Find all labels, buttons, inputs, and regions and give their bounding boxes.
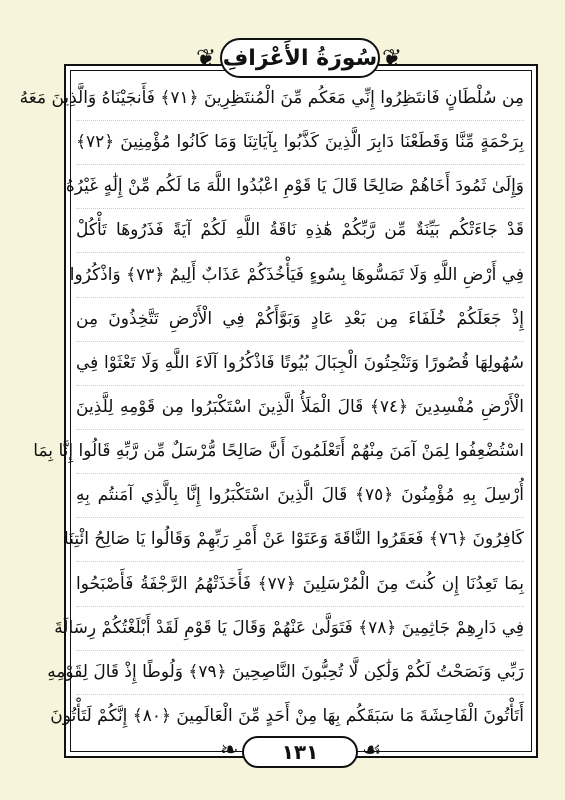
surah-title: سُورَةُ الأَعْرَافِ xyxy=(222,45,378,71)
mushaf-page xyxy=(18,14,547,786)
verse-line: بِرَحْمَةٍ مِّنَّا وَقَطَعْنَا دَابِرَ الَّذِينَ كَذَّبُوا بِآيَاتِنَا وَمَا كَانُوا مُؤْمِنِينَ ﴿٧٢﴾ xyxy=(76,122,524,165)
page-number-cartouche xyxy=(242,736,358,768)
ornament-right-icon: ❦ xyxy=(382,44,403,72)
verse-line: فِي دَارِهِمْ جَاثِمِينَ ﴿٧٨﴾ فَتَوَلَّىٰ عَنْهُمْ وَقَالَ يَا قَوْمِ لَقَدْ أَبْلَغْتُكُمْ رِسَالَةَ xyxy=(76,608,524,651)
verse-text-block xyxy=(19,78,524,738)
ornament-left-icon: ❦ xyxy=(196,44,217,72)
verse-line: إِذْ جَعَلَكُمْ خُلَفَاءَ مِن بَعْدِ عَادٍ وَبَوَّأَكُمْ فِي الْأَرْضِ تَتَّخِذُونَ مِن xyxy=(76,299,524,342)
verse-line: الْأَرْضِ مُفْسِدِينَ ﴿٧٤﴾ قَالَ الْمَلَأُ الَّذِينَ اسْتَكْبَرُوا مِن قَوْمِهِ لِلَّذِينَ xyxy=(76,387,524,430)
verse-line: وَإِلَىٰ ثَمُودَ أَخَاهُمْ صَالِحًا قَالَ يَا قَوْمِ اعْبُدُوا اللَّهَ مَا لَكُم مِّنْ إِلَٰهٍ غَيْرُهُ xyxy=(76,166,524,209)
verse-line: بِمَا تَعِدُنَا إِن كُنتَ مِنَ الْمُرْسَلِينَ ﴿٧٧﴾ فَأَخَذَتْهُمُ الرَّجْفَةُ فَأَصْبَحُوا xyxy=(76,564,524,607)
footer-ornament-right-icon: ☙ xyxy=(362,738,382,763)
verse-line: أُرْسِلَ بِهِ مُؤْمِنُونَ ﴿٧٥﴾ قَالَ الَّذِينَ اسْتَكْبَرُوا إِنَّا بِالَّذِي آمَنتُم بِهِ xyxy=(76,475,524,518)
verse-line: اسْتُضْعِفُوا لِمَنْ آمَنَ مِنْهُمْ أَتَعْلَمُونَ أَنَّ صَالِحًا مُّرْسَلٌ مِّن رَّبِّهِ قَالُوا إِنَّا بِمَا xyxy=(76,431,524,474)
verse-line: سُهُولِهَا قُصُورًا وَتَنْحِتُونَ الْجِبَالَ بُيُوتًا فَاذْكُرُوا آلَاءَ اللَّهِ وَلَا تَعْثَوْا فِي xyxy=(76,343,524,386)
verse-line: قَدْ جَاءَتْكُم بَيِّنَةٌ مِّن رَّبِّكُمْ هَٰذِهِ نَاقَةُ اللَّهِ لَكُمْ آيَةً فَذَرُوهَا تَأْكُلْ xyxy=(76,210,524,253)
verse-line: مِن سُلْطَانٍ فَانتَظِرُوا إِنِّي مَعَكُم مِّنَ الْمُنتَظِرِينَ ﴿٧١﴾ فَأَنجَيْنَاهُ وَالَّذِينَ مَعَهُ xyxy=(76,78,524,121)
verse-line: رَبِّي وَنَصَحْتُ لَكُمْ وَلَٰكِن لَّا تُحِبُّونَ النَّاصِحِينَ ﴿٧٩﴾ وَلُوطًا إِذْ قَالَ لِقَوْمِهِ xyxy=(76,652,524,695)
page-number: ١٣١ xyxy=(281,740,319,764)
footer-ornament-left-icon: ❧ xyxy=(220,738,239,763)
surah-title-cartouche xyxy=(220,38,380,78)
verse-line: كَافِرُونَ ﴿٧٦﴾ فَعَقَرُوا النَّاقَةَ وَعَتَوْا عَنْ أَمْرِ رَبِّهِمْ وَقَالُوا يَا صَالِحُ ائْتِنَا xyxy=(76,519,524,562)
verse-line: فِي أَرْضِ اللَّهِ وَلَا تَمَسُّوهَا بِسُوءٍ فَيَأْخُذَكُمْ عَذَابٌ أَلِيمٌ ﴿٧٣﴾ وَاذْكُرُوا xyxy=(76,255,524,298)
verse-line: أَتَأْتُونَ الْفَاحِشَةَ مَا سَبَقَكُم بِهَا مِنْ أَحَدٍ مِّنَ الْعَالَمِينَ ﴿٨٠﴾ إِنَّكُمْ لَتَأْتُونَ xyxy=(50,705,524,726)
